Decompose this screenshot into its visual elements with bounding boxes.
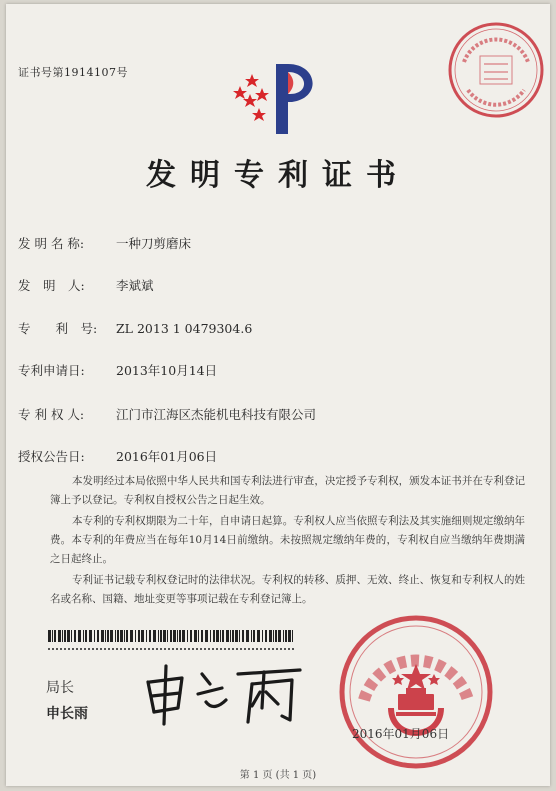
field-value: 2013年10月14日 [116,363,218,378]
field-value: ZL 2013 1 0479304.6 [116,321,253,336]
field-grant-date [18,447,217,465]
barcode-dots [48,648,294,656]
field-patent-number [18,319,252,337]
field-invention-name [18,234,191,252]
page-number: 第 1 页 (共 1 页) [239,770,317,781]
field-label: 专 利 号: [18,321,98,336]
field-value: 李斌斌 [116,278,154,293]
field-label: 授权公告日: [18,449,85,464]
field-value: 江门市江海区杰能机电科技有限公司 [116,407,317,422]
field-label: 发 明 人: [18,278,85,293]
certificate-body [50,472,525,611]
certificate-number: 证书号第1914107号 [18,66,128,79]
field-application-date [18,361,217,379]
issue-date: 2016年01月06日 [352,727,450,741]
sipo-logo-icon [232,58,327,136]
signatory-role: 局长 [46,680,74,696]
field-label: 发 明 名 称: [18,236,85,251]
field-patentee [18,405,316,423]
paragraph: 本发明经过本局依照中华人民共和国专利法进行审查，决定授予专利权，颁发本证书并在专利登记簿上予以登记。专利权自授权公告之日起生效。 [50,475,525,506]
paragraph: 本专利的专利权期限为二十年，自申请日起算。专利权人应当依照专利法及其实施细则规定缴纳年费。本专利的年费应当在每年10月14日前缴纳。未按照规定缴纳年费的，专利权自应当缴纳年费期满之日起终止。 [50,515,525,565]
field-value: 一种刀剪磨床 [116,236,192,251]
document-title: 发明专利证书 [146,158,410,193]
barcode-icon [48,630,294,642]
field-label: 专利申请日: [18,363,85,378]
handwritten-signature-icon [140,660,310,730]
field-inventor [18,276,154,294]
paragraph: 专利证书记载专利权登记时的法律状况。专利权的转移、质押、无效、终止、恢复和专利权人的姓名或名称、国籍、地址变更等事项记载在专利登记簿上。 [50,574,525,605]
field-value: 2016年01月06日 [116,449,218,464]
signatory-name: 申长雨 [46,706,88,722]
national-ip-seal-icon [336,612,496,772]
field-label: 专 利 权 人: [18,407,85,422]
agency-seal-icon [444,18,548,122]
